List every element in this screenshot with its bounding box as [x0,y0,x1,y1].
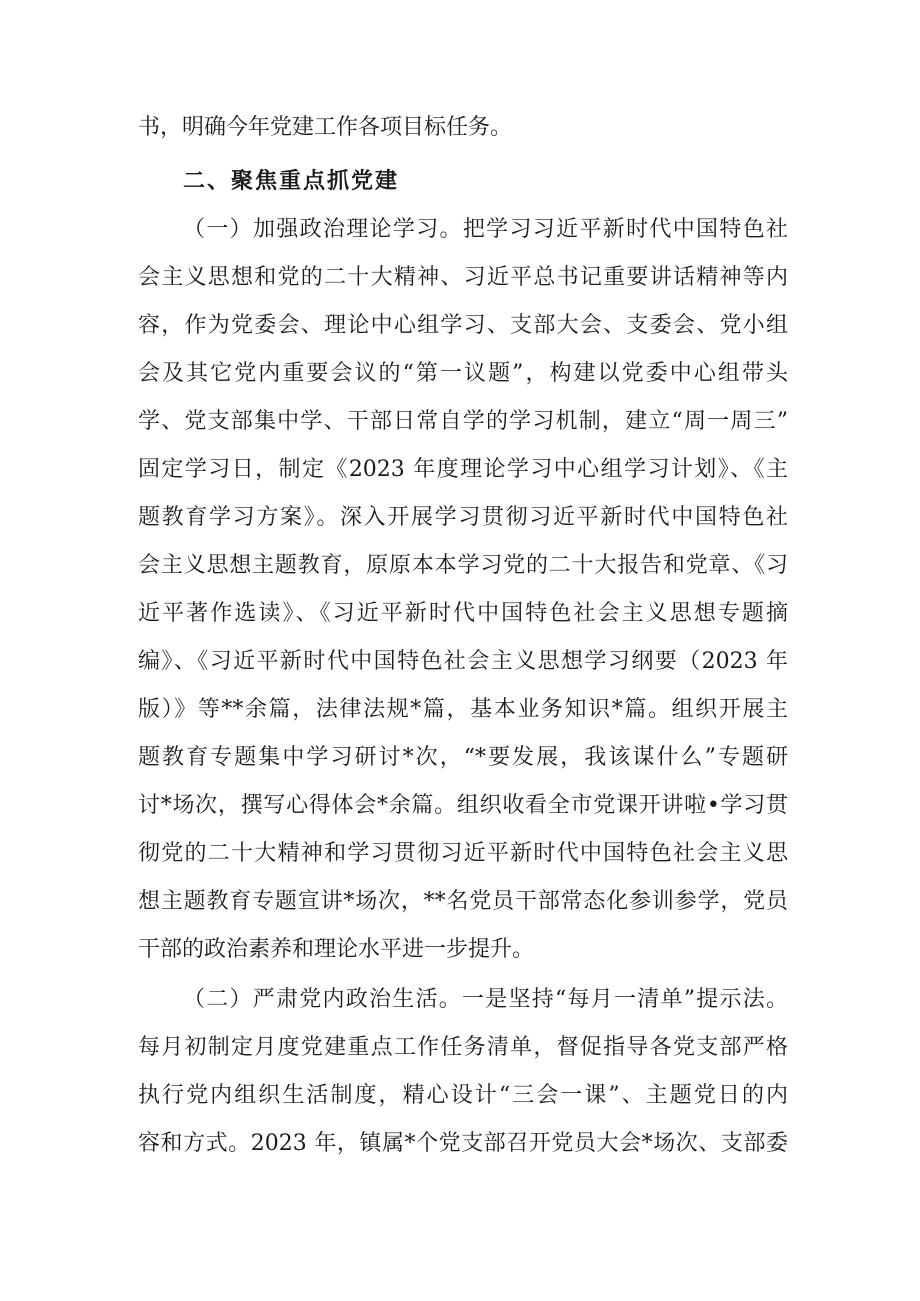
paragraph-line: 题教育专题集中学习研讨*次，“*要发展，我该谋什么”专题研 [138,745,788,770]
paragraph-line: 容，作为党委会、理论中心组学习、支部大会、支委会、党小组 [138,313,788,338]
paragraph-line: 题教育学习方案》。深入开展学习贯彻习近平新时代中国特色社 [138,505,788,530]
paragraph-line: 学、党支部集中学、干部日常自学的学习机制，建立“周一周三” [138,409,788,434]
paragraph-line: 会主义思想和党的二十大精神、习近平总书记重要讲话精神等内 [138,265,788,290]
paragraph-line: 想主题教育专题宣讲*场次，**名党员干部常态化参训参学，党员 [138,889,788,914]
paragraph-line: 讨*场次，撰写心得体会*余篇。组织收看全市党课开讲啦•学习贯 [138,793,788,818]
paragraph-line: 编》、《习近平新时代中国特色社会主义思想学习纲要（2023 年 [138,649,788,674]
paragraph-line: （一）加强政治理论学习。把学习习近平新时代中国特色社 [183,217,788,242]
paragraph-line: 容和方式。2023 年，镇属*个党支部召开党员大会*场次、支部委 [138,1131,788,1156]
section-heading: 二、聚焦重点抓党建 [183,169,400,194]
paragraph-line: （二）严肃党内政治生活。一是坚持“每月一清单”提示法。 [183,987,788,1012]
paragraph-line: 近平著作选读》、《习近平新时代中国特色社会主义思想专题摘 [138,601,788,626]
paragraph-continuation: 书，明确今年党建工作各项目标任务。 [138,115,513,140]
paragraph-line: 执行党内组织生活制度，精心设计“三会一课”、主题党日的内 [138,1083,788,1108]
paragraph-line: 版）》等**余篇，法律法规*篇，基本业务知识*篇。组织开展主 [138,697,788,722]
paragraph-line: 彻党的二十大精神和学习贯彻习近平新时代中国特色社会主义思 [138,841,788,866]
paragraph-line: 干部的政治素养和理论水平进一步提升。 [138,937,535,962]
paragraph-line: 每月初制定月度党建重点工作任务清单，督促指导各党支部严格 [138,1035,788,1060]
paragraph-line: 会及其它党内重要会议的“第一议题”，构建以党委中心组带头 [138,361,788,386]
paragraph-line: 固定学习日，制定《2023 年度理论学习中心组学习计划》、《主 [138,457,788,482]
paragraph-line: 会主义思想主题教育，原原本本学习党的二十大报告和党章、《习 [138,553,788,578]
